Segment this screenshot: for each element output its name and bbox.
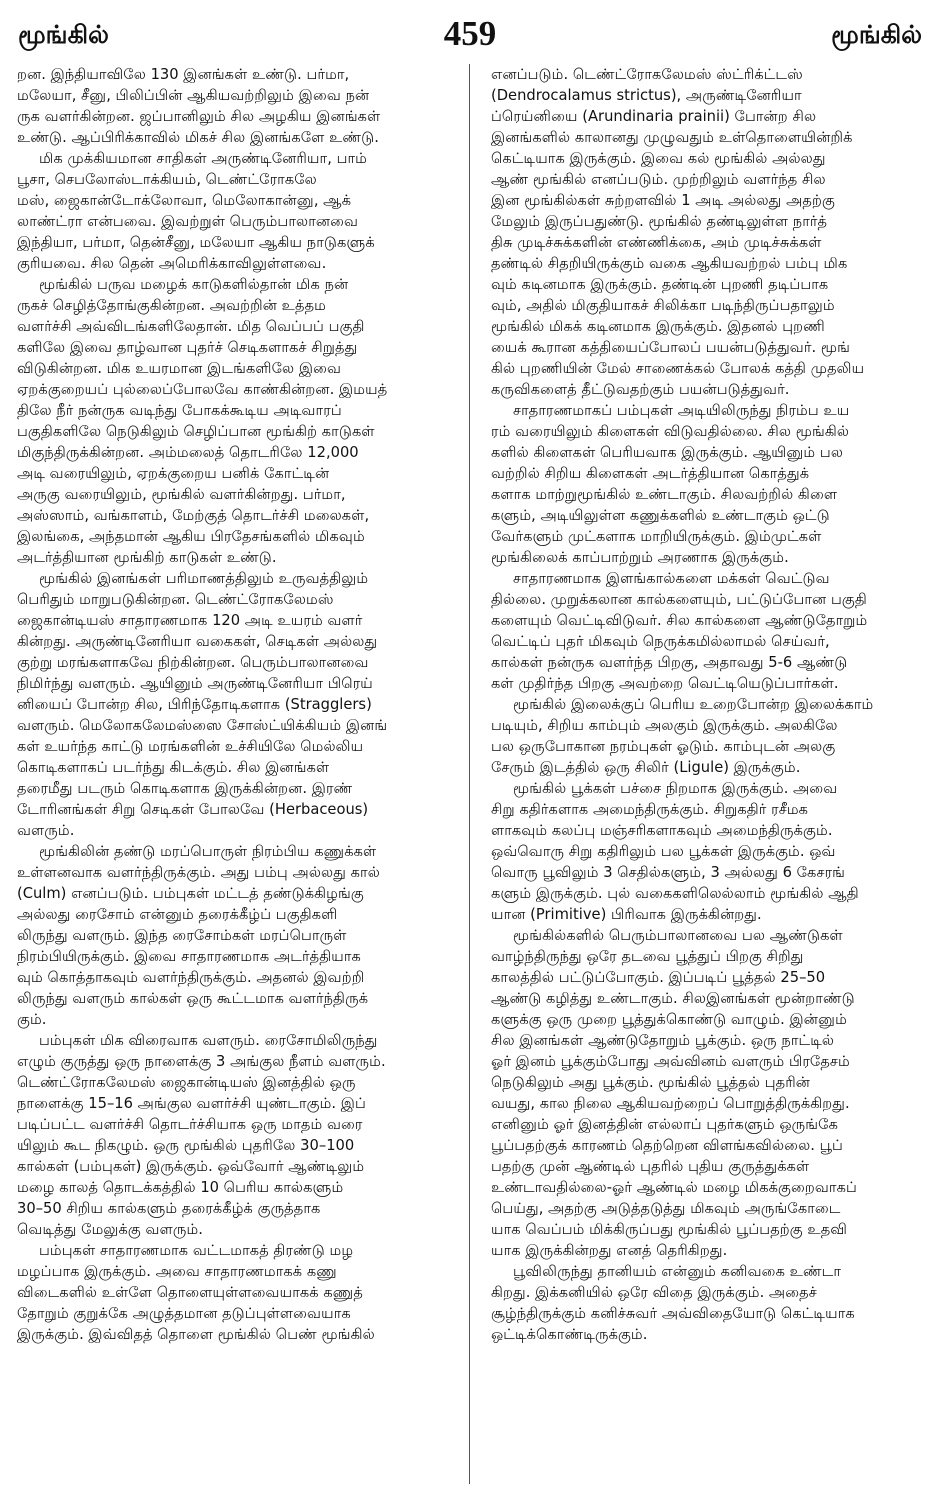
- text-line: களையும் வெட்டிவிடுவர். சில கால்களை ஆண்டுதோறும்: [491, 612, 868, 629]
- text-line: பெரிதும் மாறுபடுகின்றன. டெண்ட்ரோகலேமஸ்: [17, 591, 334, 608]
- page-number: 459: [443, 14, 497, 53]
- text-line: களிலே இவை தாழ்வான புதர்ச் செடிகளாகச் சிறுத்து: [17, 339, 358, 356]
- text-line: கில் புறணியின் மேல் சாணைக்கல் போலக் கத்தி முதலிய: [491, 360, 865, 377]
- text-line: தரைமீது படரும் கொடிகளாக இருக்கின்றன. இரண்: [17, 780, 353, 797]
- text-line: நெடுகிலும் அது பூக்கும். மூங்கில் பூத்தல் புதரின்: [491, 1074, 811, 1091]
- text-line: எழும் குருத்து ஒரு நாளைக்கு 3 அங்குல நீளம் வளரும்.: [17, 1053, 386, 1070]
- text-line: மலேயா, சீனு, பிலிப்பின் ஆகியவற்றிலும் இவை நன்: [17, 87, 370, 104]
- paragraph: [17, 148, 452, 274]
- text-line: களில் கிளைகள் பெரியவாக இருக்கும். ஆயினும் பல: [491, 444, 844, 461]
- text-line: காலத்தில் பட்டுப்போகும். இப்படிப் பூத்தல் 25–50: [491, 969, 826, 986]
- text-line: வேர்களும் முட்களாக மாறியிருக்கும். இம்முட்கள்: [491, 528, 822, 545]
- text-line: ப்ரெய்னியை (Arundinaria prainii) போன்ற சில: [491, 108, 817, 125]
- text-line: வும் கடினமாக இருக்கும். தண்டின் புறணி தடிப்பாக: [491, 276, 829, 293]
- left-column: [17, 64, 452, 1345]
- text-line: பகுதிகளிலே நெடுகிலும் செழிப்பான மூங்கிற் காடுகள்: [17, 423, 375, 440]
- text-line: வயது, கால நிலை ஆகியவற்றைப் பொறுத்திருக்கிறது.: [491, 1095, 850, 1112]
- text-line: உண்டாவதில்லை-ஓர் ஆண்டில் மழை மிகக்குறைவாகப்: [491, 1179, 857, 1196]
- text-line: களும் இருக்கும். புல் வகைகளிலெல்லாம் மூங்கில் ஆதி: [491, 885, 859, 902]
- text-line: தில்லை. முறுக்கலான கால்களையும், பட்டுப்போன பகுதி: [491, 591, 867, 608]
- text-line: மேலும் இருப்பதுண்டு. மூங்கில் தண்டிலுள்ள நார்த்: [491, 213, 828, 230]
- paragraph: [491, 568, 926, 694]
- text-line: களும், அடியிலுள்ள கணுக்களில் உண்டாகும் ஒட்டு: [491, 507, 830, 524]
- running-head-left: மூங்கில்: [18, 20, 109, 49]
- text-line: வொரு பூவிலும் 3 செதில்களும், 3 அல்லது 6 கேசரங்: [491, 864, 846, 881]
- text-line: திசு முடிச்சுக்களின் எண்ணிக்கை, அம் முடிச்சுக்கள்: [491, 234, 822, 251]
- text-line: விடைகளில் உள்ளே தொளையுள்ளவையாகக் கணுத்: [17, 1284, 363, 1301]
- text-line: வளரும்.: [17, 822, 75, 839]
- text-line: மூங்கில் இலைக்குப் பெரிய உறைபோன்ற இலைக்காம்: [513, 696, 874, 713]
- text-line: (Dendrocalamus strictus), அருண்டினேரியா: [491, 87, 802, 104]
- text-line: மூங்கில் மிகக் கடினமாக இருக்கும். இதனல் புறணி: [491, 318, 825, 335]
- paragraph: [491, 778, 926, 925]
- text-line: அஸ்ஸாம், வங்காளம், மேற்குத் தொடர்ச்சி மலைகள்,: [17, 507, 370, 524]
- text-line: இனங்களில் காலானது முழுவதும் உள்தொளையின்றிக்: [491, 129, 853, 146]
- text-line: ருகச் செழித்தோங்குகின்றன. அவற்றின் உத்தம: [17, 297, 326, 314]
- text-line: மூங்கில் இனங்கள் பரிமாணத்திலும் உருவத்திலும்: [39, 570, 369, 587]
- text-line: மூங்கிலைக் காப்பாற்றும் அரணாக இருக்கும்.: [491, 549, 789, 566]
- text-line: ஆண் மூங்கில் எனப்படும். முற்றிலும் வளர்ந்த சில: [491, 171, 826, 188]
- text-line: இருக்கும். இவ்விதத் தொளை மூங்கில் பெண் மூங்கில்: [17, 1326, 375, 1343]
- text-line: யிலும் கூட நிகழும். ஒரு மூங்கில் புதரிலே 30–100: [17, 1137, 355, 1154]
- text-line: நாளைக்கு 15–16 அங்குல வளர்ச்சி யுண்டாகும். இப்: [17, 1095, 366, 1112]
- text-line: லிருந்து வளரும். இந்த ரைசோம்கள் மரப்பொருள்: [17, 927, 347, 944]
- text-line: அடர்த்தியான மூங்கிற் காடுகள் உண்டு.: [17, 549, 277, 566]
- text-line: கிறது. இக்கனியில் ஒரே விதை இருக்கும். அதைச்: [491, 1284, 817, 1301]
- paragraph: [17, 1240, 452, 1345]
- text-line: படிப்பட்ட வளர்ச்சி தொடர்ச்சியாக ஒரு மாதம் வரை: [17, 1116, 363, 1133]
- text-line: சிறு கதிர்களாக அமைந்திருக்கும். சிறுகதிர் ரசீமக: [491, 801, 809, 818]
- text-line: கால்கள் நன்ருக வளர்ந்த பிறகு, அதாவது 5-6 ஆண்டு: [491, 654, 848, 671]
- text-line: வெட்டிப் புதர் மிகவும் நெருக்கமில்லாமல் செய்வர்,: [491, 633, 830, 650]
- text-line: அருகு வரையிலும், மூங்கில் வளர்கின்றது. பர்மா,: [17, 486, 346, 503]
- text-line: லாண்ட்ரா என்பவை. இவற்றுள் பெரும்பாலானவை: [17, 213, 359, 230]
- text-line: பம்புகள் மிக விரைவாக வளரும். ரைசோமிலிருந்து: [39, 1032, 378, 1049]
- text-line: யான (Primitive) பிரிவாக இருக்கின்றது.: [491, 906, 762, 923]
- text-line: மஸ், ஜைகான்டோக்லோவா, மெலோகான்னு, ஆக்: [17, 192, 352, 209]
- text-line: தண்டில் சிதறியிருக்கும் வகை ஆகியவற்றல் பம்பு மிக: [491, 255, 848, 272]
- text-line: ஜைகான்டியஸ் சாதாரணமாக 120 அடி உயரம் வளர்: [17, 612, 363, 629]
- text-line: ஓர் இனம் பூக்கும்போது அவ்வினம் வளரும் பிரதேசம்: [491, 1053, 850, 1070]
- text-line: மிக முக்கியமான சாதிகள் அருண்டினேரியா, பாம்: [39, 150, 367, 167]
- text-line: வளரும். மெலோகலேமஸ்ஸை சோஸ்ட்யிக்கியம் இனங்: [17, 717, 388, 734]
- text-line: கின்றது. அருண்டினேரியா வகைகள், செடிகள் அல்லது: [17, 633, 378, 650]
- text-line: மூங்கில்களில் பெரும்பாலானவை பல ஆண்டுகள்: [513, 927, 843, 944]
- text-line: மிகுந்திருக்கின்றன. அம்மலைத் தொடரிலே 12,000: [17, 444, 359, 461]
- text-line: பம்புகள் சாதாரணமாக வட்டமாகத் திரண்டு மழ: [39, 1242, 354, 1259]
- paragraph: [17, 274, 452, 568]
- text-line: ஏறக்குறையப் புல்லைப்போலவே காண்கின்றன. இமயத்: [17, 381, 388, 398]
- text-line: உள்ளனவாக வளர்ந்திருக்கும். அது பம்பு அல்லது கால்: [17, 864, 380, 881]
- text-line: மூங்கில் பூக்கள் பச்சை நிறமாக இருக்கும். அவை: [513, 780, 838, 797]
- text-line: பூப்பதற்குக் காரணம் தெற்றென விளங்கவில்லை. பூப்: [491, 1137, 843, 1154]
- text-line: ஆண்டு கழித்து உண்டாகும். சிலஇனங்கள் மூன்றாண்டு: [491, 990, 855, 1007]
- text-line: கொடிகளாகப் படர்ந்து கிடக்கும். சில இனங்கள்: [17, 759, 330, 776]
- text-line: களாக மாற்றுமூங்கில் உண்டாகும். சிலவற்றில் கிளை: [491, 486, 838, 503]
- text-line: ளாகவும் கலப்பு மஞ்சரிகளாகவும் அமைந்திருக்கும்.: [491, 822, 833, 839]
- paragraph: [491, 64, 926, 400]
- text-line: கால்கள் (பம்புகள்) இருக்கும். ஒவ்வோர் ஆண்டிலும்: [17, 1158, 365, 1175]
- text-line: நிரம்பியிருக்கும். இவை சாதாரணமாக அடர்த்தியாக: [17, 948, 361, 965]
- text-line: மூங்கில் பருவ மழைக் காடுகளில்தான் மிக நன்: [39, 276, 349, 293]
- right-column: [491, 64, 926, 1345]
- text-line: வெடித்து மேலுக்கு வளரும்.: [17, 1221, 203, 1238]
- text-line: றன. இந்தியாவிலே 130 இனங்கள் உண்டு. பர்மா,: [17, 66, 350, 83]
- text-line: கள் முதிர்ந்த பிறகு அவற்றை வெட்டியெடுப்பார்கள்.: [491, 675, 839, 692]
- text-line: நிமிர்ந்து வளரும். ஆயினும் அருண்டினேரியா பிரெய்: [17, 675, 373, 692]
- text-line: (Culm) எனப்படும். பம்புகள் மட்டத் தண்டுக்கிழங்கு: [17, 885, 364, 902]
- text-line: எனினும் ஓர் இனத்தின் எல்லாப் புதர்களும் ஒருங்கே: [491, 1116, 838, 1133]
- text-line: கும்.: [17, 1011, 47, 1028]
- text-line: பல ஒருபோகான நரம்புகள் ஓடும். காம்புடன் அலகு: [491, 738, 836, 755]
- text-line: வும், அதில் மிகுதியாகச் சிலிக்கா படிந்திருப்பதாலும்: [491, 297, 835, 314]
- text-line: வளர்ச்சி அவ்விடங்களிலேதான். மித வெப்பப் பகுதி: [17, 318, 365, 335]
- text-line: னியைப் போன்ற சில, பிரிந்தோடிகளாக (Stragglers): [17, 696, 372, 713]
- paragraph: [491, 400, 926, 568]
- text-line: மழை காலத் தொடக்கத்தில் 10 பெரிய கால்களும்: [17, 1179, 344, 1196]
- column-divider: [469, 64, 470, 1484]
- text-line: சேரும் இடத்தில் ஒரு சிலிர் (Ligule) இருக்கும்.: [491, 759, 801, 776]
- text-line: எனப்படும். டெண்ட்ரோகலேமஸ் ஸ்ட்ரிக்ட்டஸ்: [491, 66, 803, 83]
- text-line: அல்லது ரைசோம் என்னும் தரைக்கீழ்ப் பகுதிகளி: [17, 906, 338, 923]
- text-line: பூசா, செபலோஸ்டாக்கியம், டெண்ட்ரோகலே: [17, 171, 317, 188]
- text-line: ருக வளர்கின்றன. ஜப்பானிலும் சில அழகிய இனங்கள்: [17, 108, 381, 125]
- text-line: பதற்கு முன் ஆண்டில் புதரில் புதிய குருத்துக்கள்: [491, 1158, 810, 1175]
- text-line: கருவிகளைத் தீட்டுவதற்கும் பயன்படுத்துவர்.: [491, 381, 790, 398]
- text-line: சூழ்ந்திருக்கும் கனிச்சுவர் அவ்விதையோடு கெட்டியாக: [491, 1305, 855, 1322]
- text-line: டெண்ட்ரோகலேமஸ் ஜைகான்டியஸ் இனத்தில் ஒரு: [17, 1074, 356, 1091]
- text-line: அடி வரையிலும், ஏறக்குறைய பனிக் கோட்டின்: [17, 465, 330, 482]
- paragraph: [17, 64, 452, 148]
- text-line: வாழ்ந்திருந்து ஒரே தடவை பூத்துப் பிறகு சிறிது: [491, 948, 804, 965]
- text-line: இந்தியா, பர்மா, தென்சீனு, மலேயா ஆகிய நாடுகளுக்: [17, 234, 375, 251]
- paragraph: [491, 925, 926, 1261]
- text-line: விடுகின்றன. மிக உயரமான இடங்களிலே இவை: [17, 360, 342, 377]
- page-header: [12, 14, 928, 58]
- text-line: உண்டு. ஆப்பிரிக்காவில் மிகச் சில இனங்களே உண்டு.: [17, 129, 379, 146]
- paragraph: [17, 568, 452, 841]
- text-line: யாக இருக்கின்றது எனத் தெரிகிறது.: [491, 1242, 728, 1259]
- text-line: களுக்கு ஒரு முறை பூத்துக்கொண்டு வாழும். இன்னும்: [491, 1011, 847, 1028]
- text-line: வும் கொத்தாகவும் வளர்ந்திருக்கும். அதனல் இவற்றி: [17, 969, 365, 986]
- text-line: கெட்டியாக இருக்கும். இவை கல் மூங்கில் அல்லது: [491, 150, 826, 167]
- paragraph: [491, 1261, 926, 1345]
- paragraph: [17, 1030, 452, 1240]
- text-line: கள் உயர்ந்த காட்டு மரங்களின் உச்சியிலே மெல்லிய: [17, 738, 364, 755]
- paragraph: [491, 694, 926, 778]
- text-line: மூங்கிலின் தண்டு மரப்பொருள் நிரம்பிய கணுக்கள்: [39, 843, 377, 860]
- text-line: இலங்கை, அந்தமான் ஆகிய பிரதேசங்களில் மிகவும்: [17, 528, 365, 545]
- text-line: லிருந்து வளரும் கால்கள் ஒரு கூட்டமாக வளர்ந்திருக்: [17, 990, 369, 1007]
- text-line: சாதாரணமாகப் பம்புகள் அடியிலிருந்து நிரம்ப உய: [513, 402, 850, 419]
- text-line: ஒட்டிக்கொண்டிருக்கும்.: [491, 1326, 648, 1343]
- text-line: வற்றில் சிறிய கிளைகள் அடர்த்தியான கொத்துக்: [491, 465, 810, 482]
- text-line: பூவிலிருந்து தானியம் என்னும் கனிவகை உண்டா: [513, 1263, 842, 1280]
- paragraph: [17, 841, 452, 1030]
- text-line: ஒவ்வொரு சிறு கதிரிலும் பல பூக்கள் இருக்கும். ஒவ்: [491, 843, 836, 860]
- text-line: டோரினங்கள் சிறு செடிகள் போலவே (Herbaceous): [17, 801, 369, 818]
- text-line: பெய்து, அதற்கு அடுத்தடுத்து மிகவும் அருங்கோடை: [491, 1200, 841, 1217]
- text-line: மழப்பாக இருக்கும். அவை சாதாரணமாகக் கணு: [17, 1263, 337, 1280]
- text-line: குரியவை. சில தென் அமெரிக்காவிலுள்ளவை.: [17, 255, 327, 272]
- text-line: யைக் கூரான கத்தியைப்போலப் பயன்படுத்துவர். மூங்: [491, 339, 851, 356]
- text-line: குற்று மரங்களாகவே நிற்கின்றன. பெரும்பாலானவை: [17, 654, 369, 671]
- text-line: தோறும் குறுக்கே அழுத்தமான தடுப்புள்ளவையாக: [17, 1305, 351, 1322]
- text-line: இன மூங்கில்கள் சுற்றளவில் 1 அடி அல்லது அதற்கு: [491, 192, 835, 209]
- text-line: யாக வெப்பம் மிக்கிருப்பது மூங்கில் பூப்பதற்கு உதவி: [491, 1221, 848, 1238]
- text-line: சாதாரணமாக இளங்கால்களை மக்கள் வெட்டுவ: [513, 570, 830, 587]
- running-head-right: மூங்கில்: [831, 20, 922, 49]
- text-line: 30–50 சிறிய கால்களும் தரைக்கீழ்க் குருத்தாக: [17, 1200, 321, 1217]
- text-line: திலே நீர் நன்ருக வடிந்து போகக்கூடிய அடிவாரப்: [17, 402, 342, 419]
- text-line: ரம் வரையிலும் கிளைகள் விடுவதில்லை. சில மூங்கில்: [491, 423, 850, 440]
- text-line: சில இனங்கள் ஆண்டுதோறும் பூக்கும். ஒரு நாட்டில்: [491, 1032, 835, 1049]
- text-line: படியும், சிறிய காம்பும் அலகும் இருக்கும். அலகிலே: [491, 717, 838, 734]
